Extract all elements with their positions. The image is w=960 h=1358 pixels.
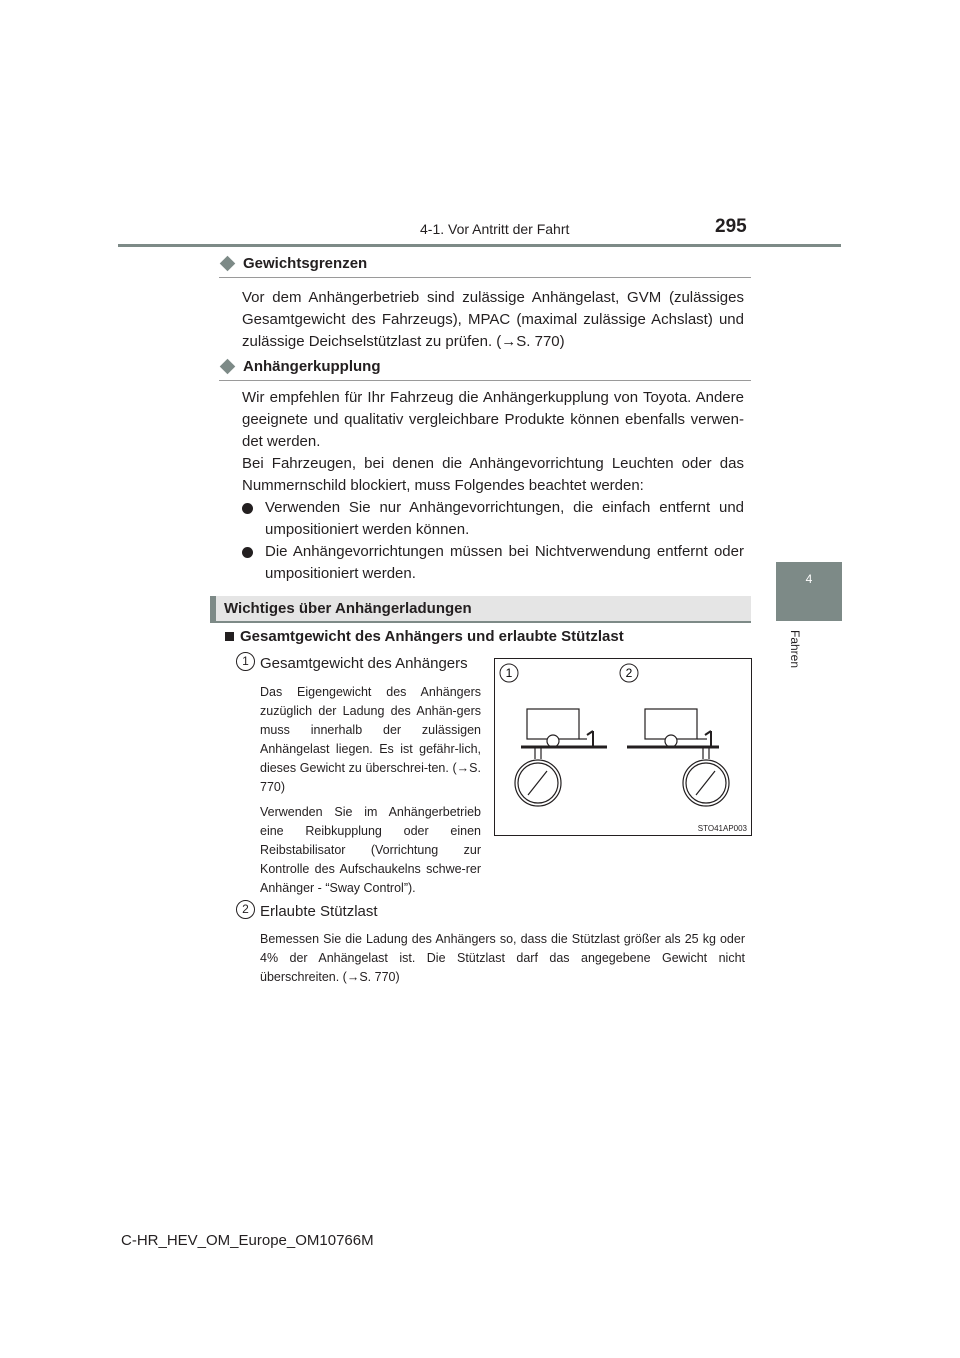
scene-trailer-weight xyxy=(515,709,607,806)
chapter-number: 4 xyxy=(805,572,813,586)
trailer-weight-subheading-text: Gesamtgewicht des Anhängers und erlaubte Stützlast xyxy=(240,628,624,645)
chapter-label: Fahren xyxy=(788,630,802,669)
page-number: 295 xyxy=(715,216,747,237)
document-footer: C-HR_HEV_OM_Europe_OM10766M xyxy=(121,1232,374,1249)
hitch-heading xyxy=(219,358,751,381)
item-1-text-2: Verwenden Sie im Anhängerbetrieb eine Reibkupplung oder einen Reibstabilisator (Vorrichtung zur Kontrolle des Aufschaukelns schwe-rer Anhänger - “Sway Control”). xyxy=(260,805,481,895)
scene-tongue-weight xyxy=(627,709,729,806)
figure-code: STO41AP003 xyxy=(697,824,747,833)
weight-limits-text: Vor dem Anhängerbetrieb sind zulässige Anhängelast, GVM (zulässiges Gesamtgewicht des Fahrzeugs), MPAC (maximal zulässige Achslast) und zulässige Deichselstützlast zu prüfen. (→S. 770) xyxy=(242,289,744,350)
bullet-text: Verwenden Sie nur Anhängevorrichtungen, die einfach entfernt und umpositioniert werden können. xyxy=(265,499,744,538)
chapter-tab xyxy=(776,562,842,621)
trailer-weight-subheading xyxy=(225,628,624,645)
heading-accent-bar xyxy=(210,596,216,623)
item-1-text-1: Das Eigengewicht des Anhängers zuzüglich der Ladung des Anhän-gers muss innerhalb der zulässigen Anhängelast liegen. Es ist gefähr-lich, dieses Gewicht zu überschrei-ten. (→S. 770) xyxy=(260,685,481,794)
item-2-title: Erlaubte Stützlast xyxy=(260,903,378,920)
hitch-text-1: Wir empfehlen für Ihr Fahrzeug die Anhängerkupplung von Toyota. Andere geeignete und qualitativ vergleichbare Produkte können ebenfalls verwen-det werden. xyxy=(242,389,744,450)
hitch-text-2: Bei Fahrzeugen, bei denen die Anhängevorrichtung Leuchten oder das Nummernschild blockiert, muss Folgendes beachtet werden: xyxy=(242,455,744,494)
hitch-bullet-2 xyxy=(242,541,744,585)
bullet-icon xyxy=(242,503,253,514)
figure-label-2: 2 xyxy=(625,666,633,680)
bullet-text: Die Anhängevorrichtungen müssen bei Nichtverwendung entfernt oder umpositioniert werden. xyxy=(265,543,744,582)
trailer-weight-figure xyxy=(494,658,752,836)
section-reference: 4-1. Vor Antritt der Fahrt xyxy=(420,221,570,237)
item-number-2: 2 xyxy=(236,900,255,919)
weight-limits-title: Gewichtsgrenzen xyxy=(243,255,368,272)
square-bullet-icon xyxy=(225,632,234,641)
important-box-title: Wichtiges über Anhängerladungen xyxy=(224,600,472,617)
important-box-heading xyxy=(210,596,751,623)
header-rule xyxy=(118,244,841,247)
diamond-icon xyxy=(220,359,236,375)
hitch-title: Anhängerkupplung xyxy=(243,358,381,375)
item-1-title: Gesamtgewicht des Anhängers xyxy=(260,655,468,672)
item-number-1: 1 xyxy=(236,652,255,671)
diamond-icon xyxy=(220,256,236,272)
item-2-text: Bemessen Sie die Ladung des Anhängers so, dass die Stützlast größer als 25 kg oder 4% der Anhängelast ist. Die Stützlast darf das angegebene Gewicht nicht überschreiten. (→S. 770) xyxy=(260,932,745,984)
bullet-icon xyxy=(242,547,253,558)
hitch-bullet-1 xyxy=(242,497,744,541)
figure-label-1: 1 xyxy=(505,666,513,680)
weight-limits-heading xyxy=(219,255,751,278)
trailer-scales-illustration xyxy=(495,659,751,835)
